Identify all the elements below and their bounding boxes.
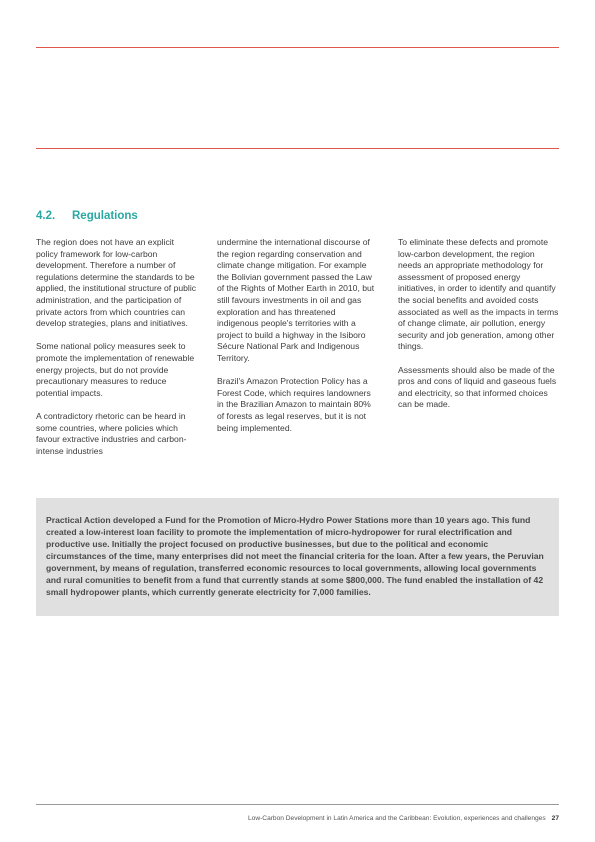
paragraph: Some national policy measures seek to promote the implementation of renewable energy projects, but do not provide precautionary measures to reduce potential impacts. bbox=[36, 341, 195, 398]
callout-text: Practical Action developed a Fund for the Promotion of Micro-Hydro Power Stations more than 10 years ago. This fund created a low-interest loan facility to promote the implementation of micro-hydropower for rural electrification and productive use. Initially the project focused on productive businesses, but due to the political and economic circumstances of the time, many enterprises did not meet the financial criteria for the loan. After a few years, the Peruvian government, by means of regulation, transferred economic resources to local governments, allowing local governments and rural comunities to benefit from a fund that currently stands at some $800,000. The fund enabled the installation of 42 small hydropower plants, which currently generate electricity for 7,000 families. bbox=[46, 515, 544, 597]
top-divider bbox=[36, 47, 559, 48]
paragraph: undermine the international discourse of the region regarding conservation and climate change mitigation. For example the Bolivian government passed the Law of the Rights of Mother Earth in 2010, but still favours investments in oil and gas exploration and has threatened indigenous people's territories with a project to build a highway in the Isiboro Sécure National Park and Indigenous Territory. bbox=[217, 237, 375, 363]
middle-divider bbox=[36, 148, 559, 149]
text-column-1 bbox=[36, 237, 198, 469]
section-title: Regulations bbox=[72, 210, 138, 222]
footer-title: Low-Carbon Development in Latin America and the Caribbean: Evolution, experiences and challenges bbox=[248, 815, 546, 822]
footer-divider bbox=[36, 804, 559, 805]
paragraph: A contradictory rhetoric can be heard in some countries, where policies which favour extractive industries and carbon-intense industries bbox=[36, 410, 187, 456]
case-study-callout bbox=[36, 498, 559, 616]
paragraph: To eliminate these defects and promote low-carbon development, the region needs an appropriate methodology for assessment of proposed energy initiatives, in order to identify and quantify the social benefits and avoided costs associated as well as the impacts in terms of change climate, air pollution, energy security and job generation, among other things. bbox=[398, 237, 559, 352]
page-number: 27 bbox=[551, 815, 559, 822]
text-column-3 bbox=[398, 237, 560, 423]
section-heading bbox=[36, 210, 138, 222]
page-footer bbox=[248, 815, 559, 822]
section-number: 4.2. bbox=[36, 210, 56, 222]
text-column-2 bbox=[217, 237, 379, 446]
paragraph: The region does not have an explicit policy framework for low-carbon development. Therefore a number of regulations determine the standards to be applied, the institutional structure of public administration, and the participation of private actors from which countries can develop strategies, plans and initiatives. bbox=[36, 237, 197, 329]
paragraph: Brazil's Amazon Protection Policy has a Forest Code, which requires landowners in the Brazilian Amazon to maintain 80% of forests as legal reserves, but it is not being implemented. bbox=[217, 376, 371, 433]
paragraph: Assessments should also be made of the pros and cons of liquid and gaseous fuels and electricity, so that informed choices can be made. bbox=[398, 364, 557, 410]
